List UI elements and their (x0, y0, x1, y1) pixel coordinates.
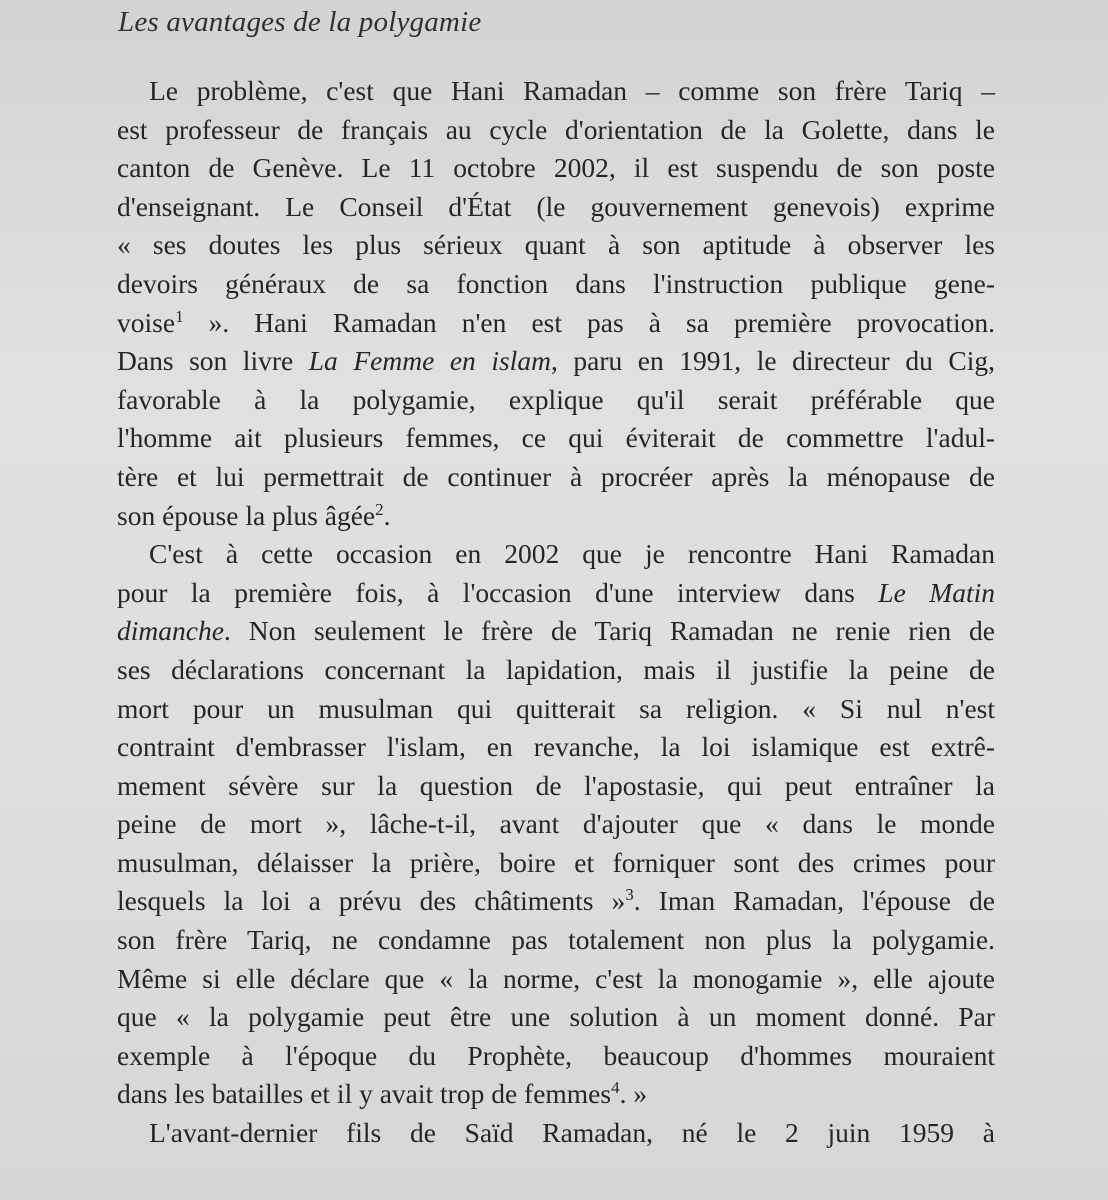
text-span: lesquels la loi a prévu des châtiments » (117, 885, 626, 917)
text-line (117, 805, 995, 844)
text-span: canton de Genève. Le 11 octobre 2002, il est suspendu de son poste (117, 152, 995, 184)
footnote-ref: 4 (611, 1078, 620, 1098)
text-span: musulman, délaisser la prière, boire et forniquer sont des crimes pour (117, 846, 995, 878)
text-span: . » (619, 1078, 648, 1110)
text-span: dans les batailles et il y avait trop de femmes (117, 1078, 612, 1110)
text-line (117, 882, 995, 921)
text-line (117, 1075, 995, 1114)
text-line (117, 458, 995, 497)
text-line (117, 419, 995, 458)
text-span: . Iman Ramadan, l'épouse de (633, 885, 995, 917)
text-line (117, 72, 995, 111)
text-span: Le problème, c'est que Hani Ramadan – comme son frère Tariq – (149, 75, 995, 106)
newspaper-title: Le Matin (878, 576, 995, 608)
text-line (117, 304, 995, 343)
text-line (117, 381, 995, 420)
text-line (117, 535, 995, 574)
text-span: favorable à la polygamie, explique qu'il serait préférable que (117, 383, 995, 415)
text-span: L'avant-dernier fils de Saïd Ramadan, né le 2 juin 1959 à (149, 1117, 995, 1149)
footnote-ref: 2 (375, 499, 384, 519)
text-span: que « la polygamie peut être une solution à un moment donné. Par (117, 1001, 995, 1033)
text-span: est professeur de français au cycle d'orientation de la Golette, dans le (117, 113, 995, 145)
text-span: . Non seulement le frère de Tariq Ramadan ne renie rien de (223, 615, 995, 647)
text-span: mort pour un musulman qui quitterait sa religion. « Si nul n'est (117, 692, 995, 724)
text-line (117, 265, 995, 304)
text-span: son épouse la plus âgée (117, 499, 376, 531)
text-span: ». Hani Ramadan n'en est pas à sa première provocation. (183, 306, 995, 338)
text-span: Même si elle déclare que « la norme, c'est la monogamie », elle ajoute (117, 962, 995, 994)
text-line (117, 651, 995, 690)
text-span: d'enseignant. Le Conseil d'État (le gouvernement genevois) exprime (117, 190, 995, 222)
text-line (117, 921, 995, 960)
text-span: contraint d'embrasser l'islam, en revanche, la loi islamique est extrê- (117, 731, 995, 763)
text-line (117, 960, 995, 999)
text-span: exemple à l'époque du Prophète, beaucoup d'hommes mouraient (117, 1039, 995, 1071)
text-line (117, 690, 995, 729)
text-line (117, 998, 995, 1037)
text-line (117, 342, 995, 381)
text-span: devoirs généraux de sa fonction dans l'instruction publique gene- (117, 267, 995, 299)
footnote-ref: 1 (175, 306, 184, 326)
text-span: tère et lui permettrait de continuer à procréer après la ménopause de (117, 460, 995, 492)
text-span: l'homme ait plusieurs femmes, ce qui éviterait de commettre l'adul- (117, 422, 995, 454)
body-text (117, 72, 995, 1153)
text-line (117, 149, 995, 188)
footnote-ref: 3 (625, 885, 634, 905)
text-line (117, 767, 995, 806)
text-line (117, 1114, 995, 1153)
text-line (117, 226, 995, 265)
text-line (117, 728, 995, 767)
text-span: son frère Tariq, ne condamne pas totalement non plus la polygamie. (117, 924, 995, 956)
text-line (117, 497, 995, 536)
text-line (117, 111, 995, 150)
text-span: pour la première fois, à l'occasion d'une interview dans (117, 576, 879, 608)
text-span: ses déclarations concernant la lapidation, mais il justifie la peine de (117, 653, 995, 685)
text-span: peine de mort », lâche-t-il, avant d'ajouter que « dans le monde (117, 808, 995, 840)
running-head: Les avantages de la polygamie (118, 6, 482, 38)
text-span: . (383, 499, 391, 531)
text-span: Dans son livre (117, 345, 309, 377)
text-span: mement sévère sur la question de l'apostasie, qui peut entraîner la (117, 769, 995, 801)
text-line (117, 612, 995, 651)
text-line (117, 574, 995, 613)
book-title: La Femme en islam (308, 345, 551, 377)
newspaper-title: dimanche (117, 615, 224, 647)
text-line (117, 844, 995, 883)
text-line (117, 1037, 995, 1076)
text-span: voise (117, 306, 176, 338)
text-span: C'est à cette occasion en 2002 que je rencontre Hani Ramadan (149, 538, 995, 570)
text-span: , paru en 1991, le directeur du Cig, (550, 345, 995, 377)
text-line (117, 188, 995, 227)
text-span: « ses doutes les plus sérieux quant à son aptitude à observer les (117, 229, 995, 261)
